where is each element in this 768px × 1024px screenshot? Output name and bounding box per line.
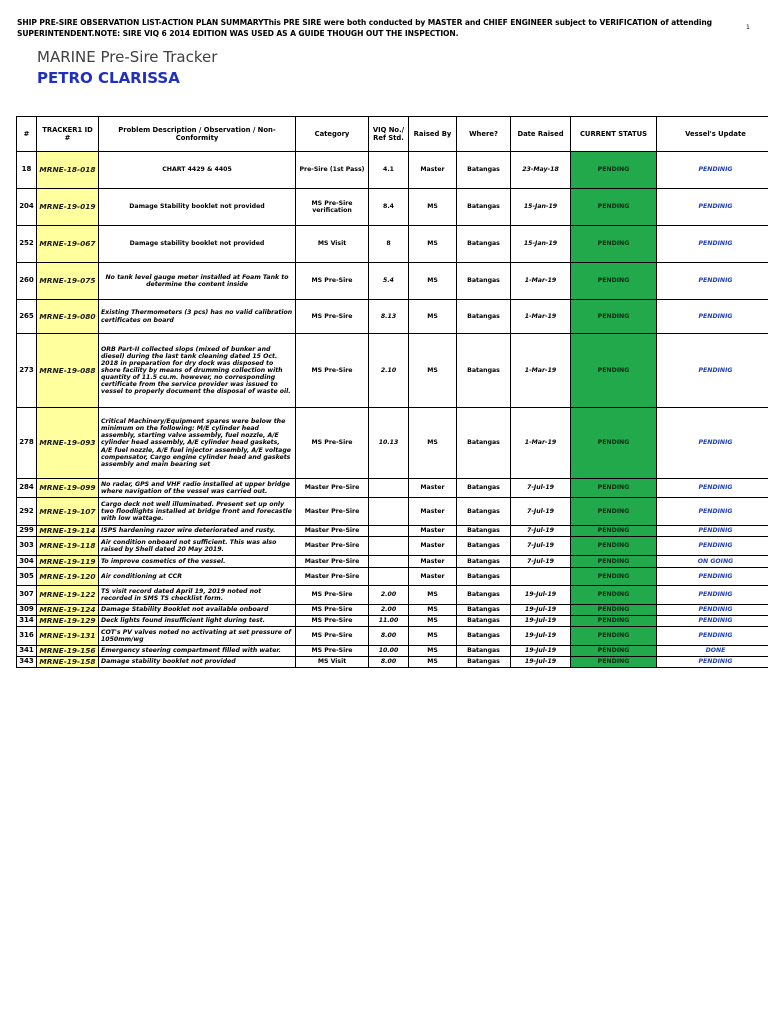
date-raised: 19-Jul-19 bbox=[511, 586, 571, 605]
col-header-status: CURRENT STATUS bbox=[571, 117, 657, 152]
vessel-update: PENDINIG bbox=[657, 334, 768, 408]
col-header-date-raised: Date Raised bbox=[511, 117, 571, 152]
problem-description: Existing Thermometers (3 pcs) has no valid calibration certificates on board bbox=[99, 300, 296, 334]
problem-description: Emergency steering compartment filled with water. bbox=[99, 646, 296, 657]
vessel-update: PENDINIG bbox=[657, 657, 768, 668]
date-raised: 7-Jul-19 bbox=[511, 479, 571, 498]
table-row bbox=[17, 526, 768, 537]
row-number: 309 bbox=[17, 605, 37, 616]
vessel-update: PENDINIG bbox=[657, 605, 768, 616]
row-number: 292 bbox=[17, 498, 37, 526]
problem-description: ISPS hardening razor wire deteriorated and rusty. bbox=[99, 526, 296, 537]
col-header-viq: VIQ No./ Ref Std. bbox=[369, 117, 409, 152]
row-number: 273 bbox=[17, 334, 37, 408]
table-row bbox=[17, 586, 768, 605]
status-cell: PENDING bbox=[571, 657, 657, 668]
tracker-table bbox=[16, 116, 768, 668]
category: Pre-Sire (1st Pass) bbox=[296, 152, 369, 189]
category: MS Visit bbox=[296, 657, 369, 668]
problem-description: Cargo deck not well illuminated. Present set up only two floodlights installed at bridge front and forecastle with low wattage. bbox=[99, 498, 296, 526]
problem-description: Damage stability booklet not provided bbox=[99, 657, 296, 668]
location: Batangas bbox=[457, 556, 511, 568]
page-number: 1 bbox=[746, 24, 750, 31]
problem-description: Deck lights found insufficient light during test. bbox=[99, 616, 296, 627]
table-row bbox=[17, 226, 768, 263]
col-header-num: # bbox=[17, 117, 37, 152]
viq-ref: 10.00 bbox=[369, 646, 409, 657]
vessel-update: PENDINIG bbox=[657, 152, 768, 189]
problem-description: To improve cosmetics of the vessel. bbox=[99, 556, 296, 568]
viq-ref: 8 bbox=[369, 226, 409, 263]
table-row bbox=[17, 498, 768, 526]
status-cell: PENDING bbox=[571, 152, 657, 189]
raised-by: MS bbox=[409, 226, 457, 263]
row-number: 284 bbox=[17, 479, 37, 498]
viq-ref: 8.00 bbox=[369, 657, 409, 668]
status-cell: PENDING bbox=[571, 586, 657, 605]
problem-description: COT's PV valves noted no activating at set pressure of 1050mm/wg bbox=[99, 627, 296, 646]
problem-description: Critical Machinery/Equipment spares were below the minimum on the following: M/E cylinder head assembly, starting valve assembly, fuel nozzle, A/E cylinder head assembly, A/E cylinder head gaskets, A/E fuel nozzle, A/E fuel injector assembly, A/E voltage compensator, Cargo engine cylinder head and gaskets assembly and main bearing set bbox=[99, 408, 296, 479]
problem-description: TS visit record dated April 19, 2019 noted not recorded in SMS TS checklist form. bbox=[99, 586, 296, 605]
tracker-id: MRNE-19-088 bbox=[37, 334, 99, 408]
problem-description: No tank level gauge meter installed at Foam Tank to determine the content inside bbox=[99, 263, 296, 300]
raised-by: Master bbox=[409, 479, 457, 498]
tracker-id: MRNE-19-120 bbox=[37, 568, 99, 586]
raised-by: MS bbox=[409, 627, 457, 646]
status-cell: PENDING bbox=[571, 627, 657, 646]
location: Batangas bbox=[457, 189, 511, 226]
category: MS Pre-Sire bbox=[296, 408, 369, 479]
row-number: 307 bbox=[17, 586, 37, 605]
category: MS Pre-Sire bbox=[296, 263, 369, 300]
problem-description: No radar, GPS and VHF radio installed at upper bridge where navigation of the vessel was carried out. bbox=[99, 479, 296, 498]
table-row bbox=[17, 152, 768, 189]
vessel-update: PENDINIG bbox=[657, 627, 768, 646]
raised-by: MS bbox=[409, 657, 457, 668]
col-header-update: Vessel's Update bbox=[657, 117, 768, 152]
raised-by: MS bbox=[409, 605, 457, 616]
location: Batangas bbox=[457, 226, 511, 263]
vessel-update: PENDINIG bbox=[657, 498, 768, 526]
tracker-id: MRNE-19-114 bbox=[37, 526, 99, 537]
viq-ref bbox=[369, 568, 409, 586]
status-cell: PENDING bbox=[571, 526, 657, 537]
vessel-name: PETRO CLARISSA bbox=[37, 69, 180, 87]
viq-ref bbox=[369, 526, 409, 537]
raised-by: MS bbox=[409, 189, 457, 226]
date-raised: 15-Jan-19 bbox=[511, 189, 571, 226]
date-raised: 7-Jul-19 bbox=[511, 526, 571, 537]
status-cell: PENDING bbox=[571, 189, 657, 226]
date-raised: 7-Jul-19 bbox=[511, 537, 571, 556]
date-raised: 19-Jul-19 bbox=[511, 627, 571, 646]
category: Master Pre-Sire bbox=[296, 479, 369, 498]
location: Batangas bbox=[457, 657, 511, 668]
status-cell: PENDING bbox=[571, 300, 657, 334]
viq-ref: 4.1 bbox=[369, 152, 409, 189]
tracker-id: MRNE-19-129 bbox=[37, 616, 99, 627]
tracker-id: MRNE-19-080 bbox=[37, 300, 99, 334]
date-raised: 1-Mar-19 bbox=[511, 263, 571, 300]
viq-ref: 11.00 bbox=[369, 616, 409, 627]
vessel-update: PENDINIG bbox=[657, 568, 768, 586]
category: MS Visit bbox=[296, 226, 369, 263]
document-title: MARINE Pre-Sire Tracker bbox=[37, 48, 218, 66]
table-row bbox=[17, 556, 768, 568]
row-number: 314 bbox=[17, 616, 37, 627]
status-cell: PENDING bbox=[571, 334, 657, 408]
header-row bbox=[17, 117, 768, 152]
location: Batangas bbox=[457, 300, 511, 334]
table-row bbox=[17, 605, 768, 616]
raised-by: Master bbox=[409, 498, 457, 526]
tracker-id: MRNE-19-131 bbox=[37, 627, 99, 646]
viq-ref: 5.4 bbox=[369, 263, 409, 300]
category: MS Pre-Sire bbox=[296, 334, 369, 408]
status-cell: PENDING bbox=[571, 226, 657, 263]
tracker-id: MRNE-19-119 bbox=[37, 556, 99, 568]
date-raised: 19-Jul-19 bbox=[511, 605, 571, 616]
tracker-id: MRNE-19-019 bbox=[37, 189, 99, 226]
table-row bbox=[17, 189, 768, 226]
category: MS Pre-Sire bbox=[296, 586, 369, 605]
viq-ref bbox=[369, 479, 409, 498]
viq-ref bbox=[369, 556, 409, 568]
location: Batangas bbox=[457, 616, 511, 627]
viq-ref: 8.13 bbox=[369, 300, 409, 334]
col-header-problem: Problem Description / Observation / Non-Conformity bbox=[99, 117, 296, 152]
viq-ref bbox=[369, 537, 409, 556]
vessel-update: PENDINIG bbox=[657, 526, 768, 537]
row-number: 252 bbox=[17, 226, 37, 263]
location: Batangas bbox=[457, 526, 511, 537]
vessel-update: PENDINIG bbox=[657, 408, 768, 479]
location: Batangas bbox=[457, 263, 511, 300]
tracker-id: MRNE-19-156 bbox=[37, 646, 99, 657]
date-raised: 23-May-18 bbox=[511, 152, 571, 189]
tracker-id: MRNE-19-107 bbox=[37, 498, 99, 526]
viq-ref: 8.00 bbox=[369, 627, 409, 646]
viq-ref: 2.00 bbox=[369, 605, 409, 616]
tracker-id: MRNE-19-099 bbox=[37, 479, 99, 498]
raised-by: MS bbox=[409, 300, 457, 334]
row-number: 260 bbox=[17, 263, 37, 300]
tracker-id: MRNE-19-118 bbox=[37, 537, 99, 556]
vessel-update: PENDINIG bbox=[657, 189, 768, 226]
location: Batangas bbox=[457, 646, 511, 657]
table-row bbox=[17, 616, 768, 627]
vessel-update: DONE bbox=[657, 646, 768, 657]
category: Master Pre-Sire bbox=[296, 556, 369, 568]
date-raised: 7-Jul-19 bbox=[511, 556, 571, 568]
tracker-id: MRNE-19-124 bbox=[37, 605, 99, 616]
problem-description: Air conditioning at CCR bbox=[99, 568, 296, 586]
category: MS Pre-Sire verification bbox=[296, 189, 369, 226]
viq-ref bbox=[369, 498, 409, 526]
status-cell: PENDING bbox=[571, 556, 657, 568]
category: Master Pre-Sire bbox=[296, 568, 369, 586]
status-cell: PENDING bbox=[571, 408, 657, 479]
status-cell: PENDING bbox=[571, 537, 657, 556]
col-header-raised-by: Raised By bbox=[409, 117, 457, 152]
row-number: 278 bbox=[17, 408, 37, 479]
viq-ref: 2.10 bbox=[369, 334, 409, 408]
raised-by: Master bbox=[409, 537, 457, 556]
vessel-update: PENDINIG bbox=[657, 586, 768, 605]
table-row bbox=[17, 408, 768, 479]
row-number: 341 bbox=[17, 646, 37, 657]
date-raised: 19-Jul-19 bbox=[511, 657, 571, 668]
status-cell: PENDING bbox=[571, 479, 657, 498]
date-raised: 19-Jul-19 bbox=[511, 616, 571, 627]
location: Batangas bbox=[457, 498, 511, 526]
vessel-update: PENDINIG bbox=[657, 537, 768, 556]
location: Batangas bbox=[457, 537, 511, 556]
table-row bbox=[17, 263, 768, 300]
raised-by: MS bbox=[409, 408, 457, 479]
table-row bbox=[17, 646, 768, 657]
table-row bbox=[17, 568, 768, 586]
location: Batangas bbox=[457, 627, 511, 646]
row-number: 265 bbox=[17, 300, 37, 334]
row-number: 299 bbox=[17, 526, 37, 537]
category: MS Pre-Sire bbox=[296, 627, 369, 646]
tracker-id: MRNE-19-122 bbox=[37, 586, 99, 605]
category: Master Pre-Sire bbox=[296, 526, 369, 537]
col-header-where: Where? bbox=[457, 117, 511, 152]
vessel-update: ON GOING bbox=[657, 556, 768, 568]
location: Batangas bbox=[457, 408, 511, 479]
raised-by: Master bbox=[409, 152, 457, 189]
tracker-id: MRNE-19-158 bbox=[37, 657, 99, 668]
category: Master Pre-Sire bbox=[296, 498, 369, 526]
status-cell: PENDING bbox=[571, 498, 657, 526]
page-header: SHIP PRE-SIRE OBSERVATION LIST-ACTION PLAN SUMMARYThis PRE SIRE were both conducted by MASTER and CHIEF ENGINEER subject to VERIFICATION of attending SUPERINTENDENT.NOTE: SIRE VIQ 6 2014 EDITION WAS USED AS A GUIDE THOUGH OUT THE INSPECTION. bbox=[17, 18, 712, 38]
tracker-id: MRNE-18-018 bbox=[37, 152, 99, 189]
viq-ref: 10.13 bbox=[369, 408, 409, 479]
date-raised bbox=[511, 568, 571, 586]
tracker-id: MRNE-19-093 bbox=[37, 408, 99, 479]
status-cell: PENDING bbox=[571, 263, 657, 300]
vessel-update: PENDINIG bbox=[657, 616, 768, 627]
problem-description: Damage stability booklet not provided bbox=[99, 226, 296, 263]
location: Batangas bbox=[457, 568, 511, 586]
status-cell: PENDING bbox=[571, 646, 657, 657]
table-row bbox=[17, 334, 768, 408]
date-raised: 19-Jul-19 bbox=[511, 646, 571, 657]
location: Batangas bbox=[457, 152, 511, 189]
vessel-update: PENDINIG bbox=[657, 226, 768, 263]
viq-ref: 8.4 bbox=[369, 189, 409, 226]
date-raised: 1-Mar-19 bbox=[511, 408, 571, 479]
row-number: 316 bbox=[17, 627, 37, 646]
tracker-id: MRNE-19-067 bbox=[37, 226, 99, 263]
category: MS Pre-Sire bbox=[296, 646, 369, 657]
problem-description: Damage Stability Booklet not available onboard bbox=[99, 605, 296, 616]
viq-ref: 2.00 bbox=[369, 586, 409, 605]
problem-description: ORB Part-II collected slops (mixed of bunker and diesel) during the last tank cleaning dated 15 Oct. 2018 in preparation for dry dock was disposed to shore facility by means of drumming collection with quantity of 11.5 cu.m. however, no corresponding certificate from the service provider was issued to vessel to properly document the disposal of waste oil. bbox=[99, 334, 296, 408]
problem-description: Damage Stability booklet not provided bbox=[99, 189, 296, 226]
raised-by: Master bbox=[409, 526, 457, 537]
row-number: 18 bbox=[17, 152, 37, 189]
vessel-update: PENDINIG bbox=[657, 479, 768, 498]
raised-by: Master bbox=[409, 568, 457, 586]
location: Batangas bbox=[457, 479, 511, 498]
table-row bbox=[17, 627, 768, 646]
row-number: 343 bbox=[17, 657, 37, 668]
date-raised: 1-Mar-19 bbox=[511, 334, 571, 408]
col-header-category: Category bbox=[296, 117, 369, 152]
vessel-update: PENDINIG bbox=[657, 300, 768, 334]
row-number: 305 bbox=[17, 568, 37, 586]
vessel-update: PENDINIG bbox=[657, 263, 768, 300]
date-raised: 15-Jan-19 bbox=[511, 226, 571, 263]
row-number: 304 bbox=[17, 556, 37, 568]
category: MS Pre-Sire bbox=[296, 300, 369, 334]
location: Batangas bbox=[457, 586, 511, 605]
raised-by: MS bbox=[409, 334, 457, 408]
category: Master Pre-Sire bbox=[296, 537, 369, 556]
raised-by: Master bbox=[409, 556, 457, 568]
row-number: 303 bbox=[17, 537, 37, 556]
row-number: 204 bbox=[17, 189, 37, 226]
table-row bbox=[17, 657, 768, 668]
col-header-tracker: TRACKER1 ID # bbox=[37, 117, 99, 152]
tracker-id: MRNE-19-075 bbox=[37, 263, 99, 300]
raised-by: MS bbox=[409, 646, 457, 657]
date-raised: 1-Mar-19 bbox=[511, 300, 571, 334]
raised-by: MS bbox=[409, 586, 457, 605]
problem-description: Air condition onboard not sufficient. This was also raised by Shell dated 20 May 2019. bbox=[99, 537, 296, 556]
raised-by: MS bbox=[409, 616, 457, 627]
table-row bbox=[17, 537, 768, 556]
date-raised: 7-Jul-19 bbox=[511, 498, 571, 526]
status-cell: PENDING bbox=[571, 568, 657, 586]
problem-description: CHART 4429 & 4405 bbox=[99, 152, 296, 189]
table-row bbox=[17, 300, 768, 334]
category: MS Pre-Sire bbox=[296, 616, 369, 627]
location: Batangas bbox=[457, 605, 511, 616]
raised-by: MS bbox=[409, 263, 457, 300]
table-row bbox=[17, 479, 768, 498]
status-cell: PENDING bbox=[571, 605, 657, 616]
location: Batangas bbox=[457, 334, 511, 408]
status-cell: PENDING bbox=[571, 616, 657, 627]
category: MS Pre-Sire bbox=[296, 605, 369, 616]
